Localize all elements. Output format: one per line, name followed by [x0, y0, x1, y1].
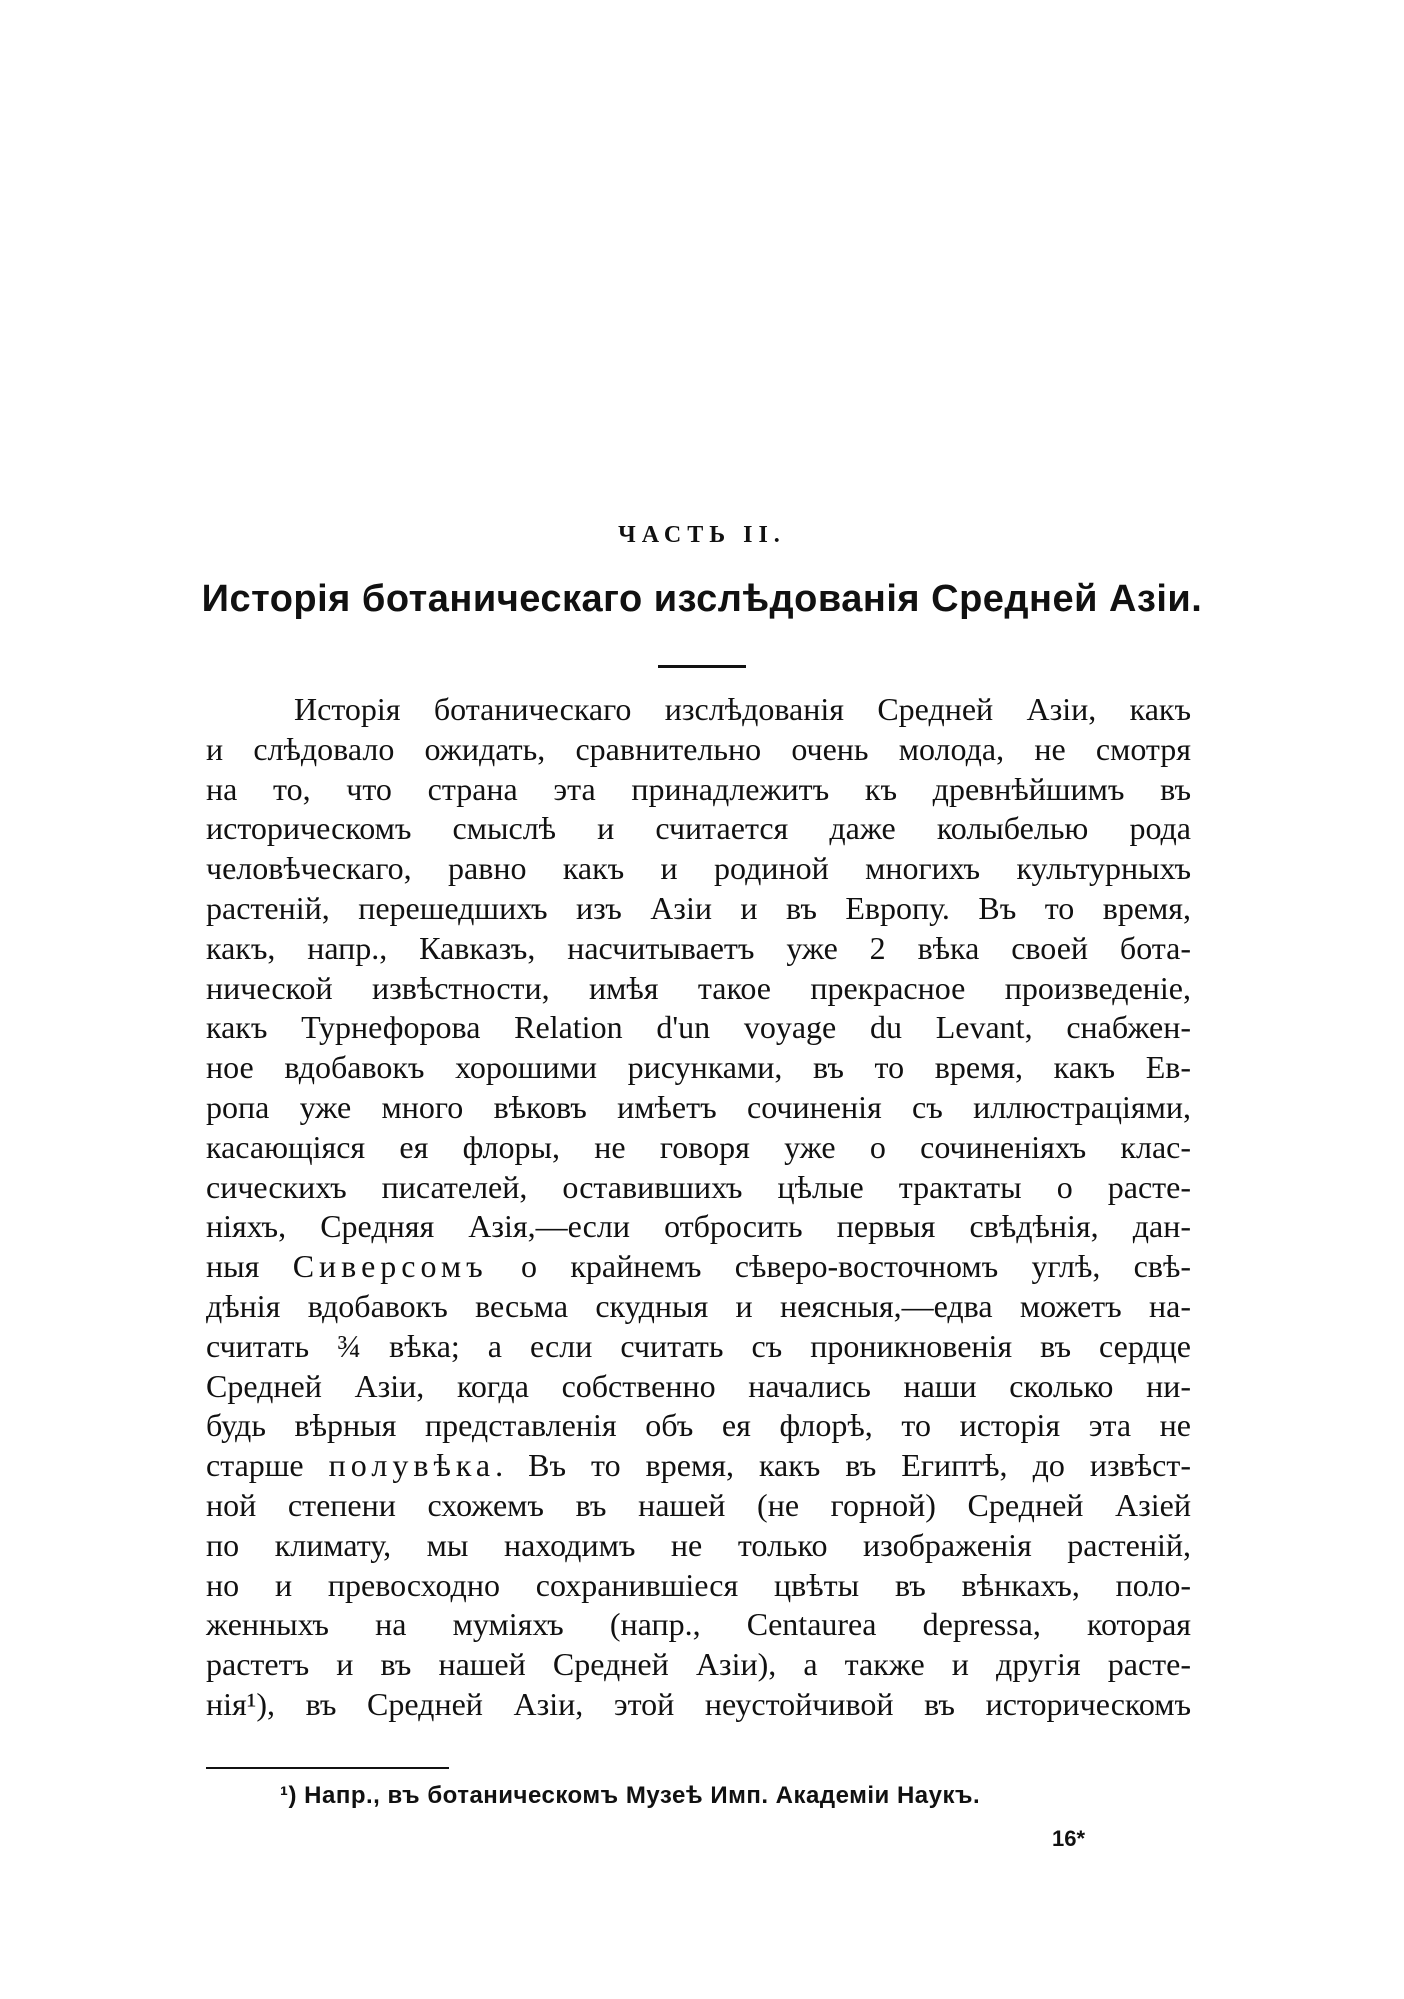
text-line: на то, что страна эта принадлежитъ къ древнѣйшимъ въ: [206, 770, 1191, 807]
spaced-word: полувѣка: [328, 1447, 496, 1484]
spaced-name: Сиверсомъ: [292, 1248, 488, 1285]
text-line: нія¹), въ Средней Азіи, этой неустойчивой въ историческомъ: [206, 1685, 1191, 1722]
text-line: по климату, мы находимъ не только изображенія растеній,: [206, 1526, 1191, 1563]
footnote: ¹) Напр., въ ботаническомъ Музеѣ Имп. Академіи Наукъ.: [280, 1782, 981, 1809]
text-line: ное вдобавокъ хорошими рисунками, въ то время, какъ Ев-: [206, 1049, 1191, 1086]
text-line: растеній, перешедшихъ изъ Азіи и въ Европу. Въ то время,: [206, 889, 1191, 926]
text-line: человѣческаго, равно какъ и родиной многихъ культурныхъ: [206, 850, 1191, 887]
sheet-signature: 16*: [1052, 1826, 1086, 1851]
text-line: [206, 1446, 1191, 1486]
part-label: ЧАСТЬ II.: [618, 522, 786, 548]
text-line: будь вѣрныя представленія объ ея флорѣ, то исторія эта не: [206, 1407, 1191, 1444]
text-fragment: старше: [206, 1447, 329, 1484]
text-line: [206, 1247, 1191, 1287]
text-line: какъ, напр., Кавказъ, насчитываетъ уже 2 вѣка своей бота-: [206, 929, 1191, 966]
text-line: и слѣдовало ожидать, сравнительно очень молода, не смотря: [206, 730, 1191, 767]
text-line: считать ¾ вѣка; а если считать съ проникновенія въ сердце: [206, 1327, 1191, 1364]
text-line: историческомъ смыслѣ и считается даже колыбелью рода: [206, 810, 1191, 847]
chapter-title: Исторія ботаническаго изслѣдованія Средней Азіи.: [201, 578, 1203, 620]
text-line: какъ Турнефорова Relation d'un voyage du Levant, снабжен-: [206, 1009, 1191, 1046]
footnote-divider: [206, 1767, 449, 1769]
text-line: ропа уже много вѣковъ имѣетъ сочиненія съ иллюстраціями,: [206, 1088, 1191, 1125]
text-line: ніяхъ, Средняя Азія,—если отбросить первыя свѣдѣнія, дан-: [206, 1208, 1191, 1245]
text-line: нической извѣстности, имѣя такое прекрасное произведеніе,: [206, 969, 1191, 1006]
text-line: Исторія ботаническаго изслѣдованія Средней Азіи, какъ: [294, 691, 1191, 727]
text-line: ной степени схожемъ въ нашей (не горной) Средней Азіей: [206, 1486, 1191, 1523]
text-line: женныхъ на муміяхъ (напр., Centaurea depressa, которая: [206, 1606, 1191, 1643]
body-text: [206, 690, 1191, 1725]
text-line: касающіяся ея флоры, не говоря уже о сочиненіяхъ клас-: [206, 1128, 1191, 1165]
text-fragment: . Въ то время, какъ въ Египтѣ, до извѣст-: [495, 1447, 1192, 1484]
text-line: Средней Азіи, когда собственно начались наши сколько ни-: [206, 1367, 1191, 1404]
text-fragment: о крайнемъ сѣверо-восточномъ углѣ, свѣ-: [487, 1248, 1192, 1285]
title-divider: [658, 665, 746, 668]
text-line: растетъ и въ нашей Средней Азіи), а также и другія расте-: [206, 1646, 1191, 1683]
text-line: сическихъ писателей, оставившихъ цѣлые трактаты о расте-: [206, 1168, 1191, 1205]
text-line: но и превосходно сохранившіеся цвѣты въ вѣнкахъ, поло-: [206, 1566, 1191, 1603]
text-fragment: ныя: [206, 1248, 293, 1285]
text-line: дѣнія вдобавокъ весьма скудныя и неясныя,—едва можетъ на-: [206, 1287, 1191, 1324]
